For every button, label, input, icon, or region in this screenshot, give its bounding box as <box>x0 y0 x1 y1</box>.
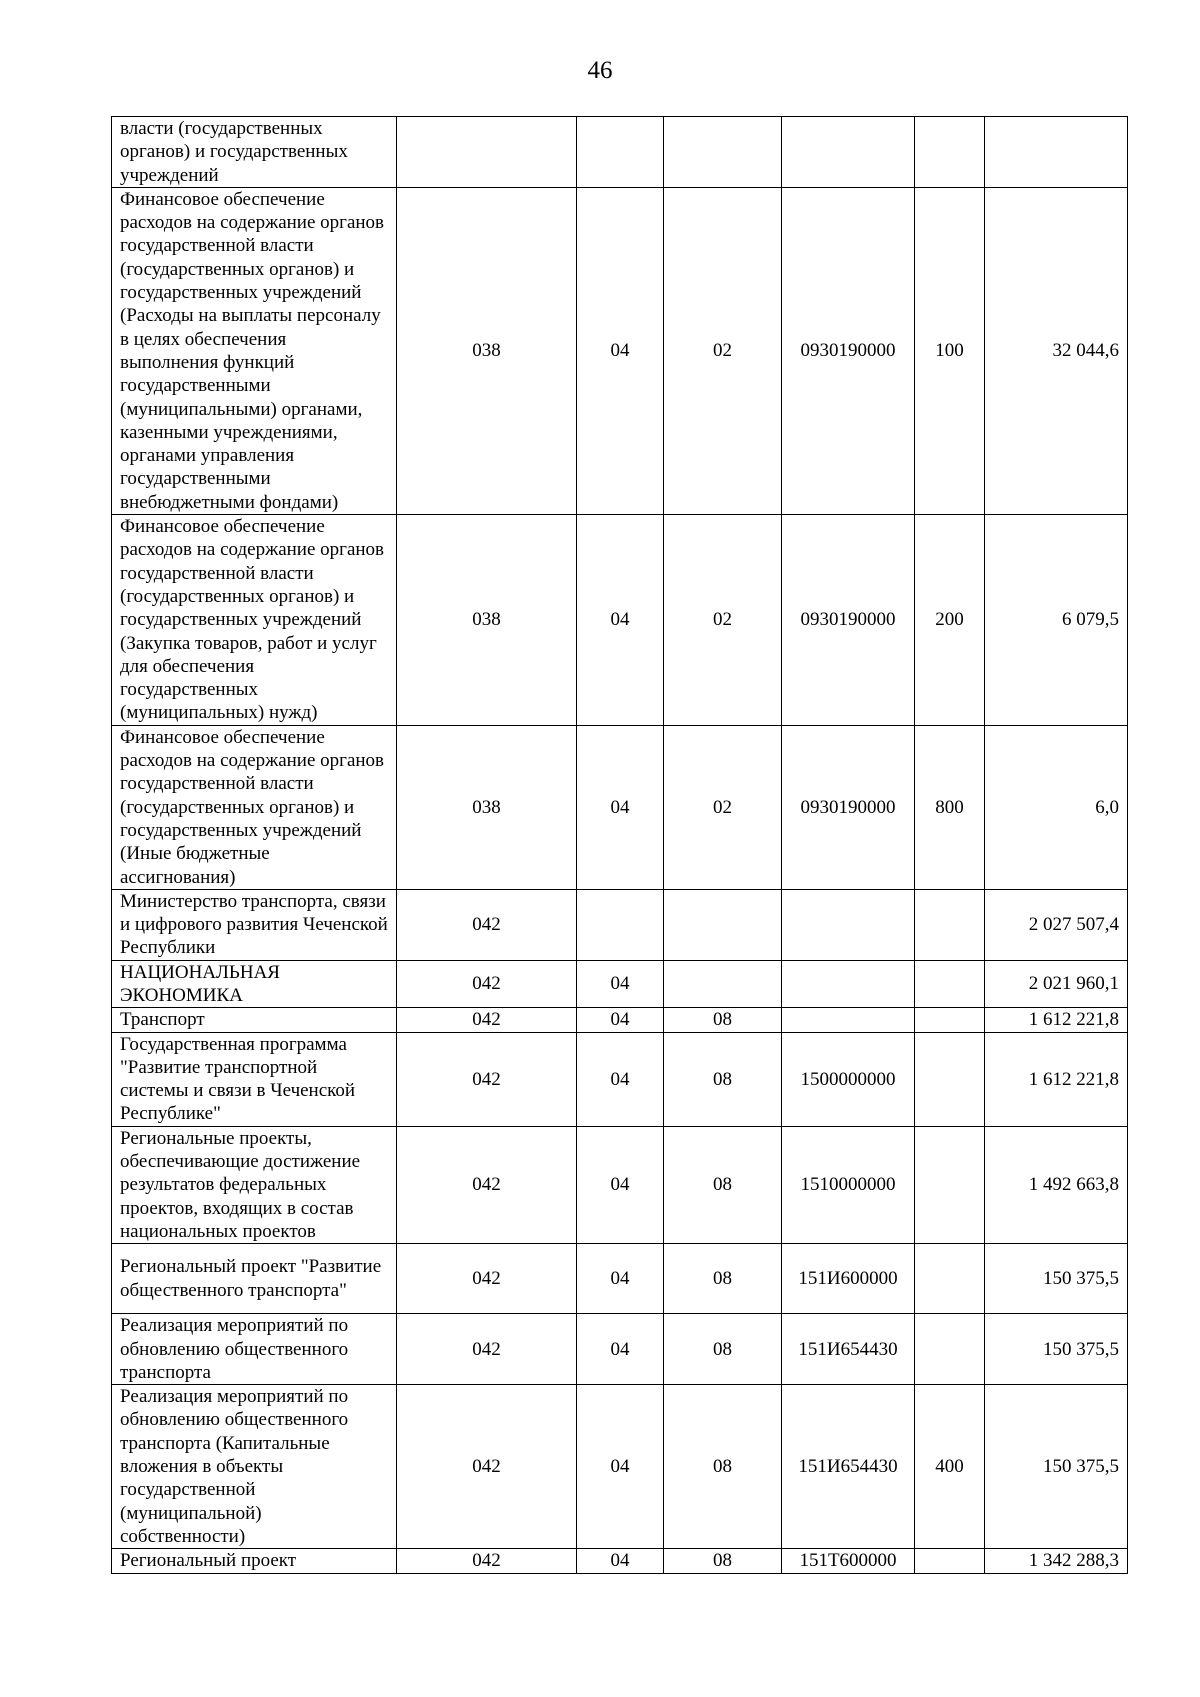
row-section-cell: 04 <box>577 960 664 1008</box>
row-subsection-cell: 08 <box>664 1032 782 1126</box>
row-subsection-cell: 08 <box>664 1244 782 1314</box>
table-row <box>112 889 1128 960</box>
row-amount-cell: 6,0 <box>985 725 1128 889</box>
table-row <box>112 1385 1128 1549</box>
row-ministry-cell: 042 <box>397 1385 577 1549</box>
row-ministry-cell: 038 <box>397 725 577 889</box>
row-amount-cell: 1 612 221,8 <box>985 1008 1128 1032</box>
row-subsection-cell <box>664 889 782 960</box>
row-section-cell: 04 <box>577 1314 664 1385</box>
row-section-cell: 04 <box>577 1008 664 1032</box>
row-ministry-cell: 042 <box>397 960 577 1008</box>
row-subsection-cell <box>664 117 782 188</box>
row-target-cell <box>782 117 915 188</box>
table-row <box>112 187 1128 514</box>
row-name-cell: Региональный проект <box>112 1549 397 1573</box>
row-ministry-cell: 042 <box>397 889 577 960</box>
row-expense-type-cell <box>915 1032 985 1126</box>
row-target-cell: 1500000000 <box>782 1032 915 1126</box>
row-name-cell: Реализация мероприятий по обновлению общественного транспорта <box>112 1314 397 1385</box>
row-name-cell: власти (государственных органов) и государственных учреждений <box>112 117 397 188</box>
row-amount-cell: 2 021 960,1 <box>985 960 1128 1008</box>
row-expense-type-cell <box>915 1314 985 1385</box>
row-amount-cell: 150 375,5 <box>985 1385 1128 1549</box>
row-ministry-cell: 042 <box>397 1244 577 1314</box>
row-name-cell: Государственная программа "Развитие транспортной системы и связи в Чеченской Республике" <box>112 1032 397 1126</box>
row-target-cell: 151И654430 <box>782 1385 915 1549</box>
row-expense-type-cell <box>915 1244 985 1314</box>
row-section-cell <box>577 889 664 960</box>
row-amount-cell: 150 375,5 <box>985 1244 1128 1314</box>
row-subsection-cell: 08 <box>664 1314 782 1385</box>
row-target-cell: 151И654430 <box>782 1314 915 1385</box>
row-amount-cell: 1 492 663,8 <box>985 1126 1128 1243</box>
row-target-cell: 1510000000 <box>782 1126 915 1243</box>
row-expense-type-cell <box>915 889 985 960</box>
row-section-cell: 04 <box>577 187 664 514</box>
row-name-cell: Транспорт <box>112 1008 397 1032</box>
row-expense-type-cell: 800 <box>915 725 985 889</box>
table-row <box>112 515 1128 726</box>
row-section-cell: 04 <box>577 1385 664 1549</box>
row-ministry-cell: 038 <box>397 187 577 514</box>
row-name-cell: Реализация мероприятий по обновлению общественного транспорта (Капитальные вложения в объекты государственной (муниципальной) собственности) <box>112 1385 397 1549</box>
row-section-cell: 04 <box>577 1549 664 1573</box>
row-target-cell <box>782 960 915 1008</box>
row-expense-type-cell <box>915 1126 985 1243</box>
row-subsection-cell <box>664 960 782 1008</box>
row-amount-cell: 32 044,6 <box>985 187 1128 514</box>
row-target-cell: 151Т600000 <box>782 1549 915 1573</box>
row-section-cell: 04 <box>577 515 664 726</box>
row-section-cell: 04 <box>577 1126 664 1243</box>
table-row <box>112 1126 1128 1243</box>
row-subsection-cell: 08 <box>664 1126 782 1243</box>
row-ministry-cell: 042 <box>397 1126 577 1243</box>
row-target-cell: 0930190000 <box>782 187 915 514</box>
row-expense-type-cell <box>915 1008 985 1032</box>
budget-table <box>111 116 1128 1574</box>
row-target-cell <box>782 889 915 960</box>
row-ministry-cell <box>397 117 577 188</box>
table-row <box>112 1314 1128 1385</box>
row-ministry-cell: 038 <box>397 515 577 726</box>
row-section-cell: 04 <box>577 1244 664 1314</box>
row-ministry-cell: 042 <box>397 1314 577 1385</box>
row-amount-cell: 1 342 288,3 <box>985 1549 1128 1573</box>
table-row <box>112 725 1128 889</box>
row-name-cell: Финансовое обеспечение расходов на содержание органов государственной власти (государственных органов) и государственных учреждений (Иные бюджетные ассигнования) <box>112 725 397 889</box>
row-subsection-cell: 02 <box>664 187 782 514</box>
row-amount-cell <box>985 117 1128 188</box>
row-name-cell: Министерство транспорта, связи и цифрового развития Чеченской Республики <box>112 889 397 960</box>
row-expense-type-cell: 100 <box>915 187 985 514</box>
table-row <box>112 1244 1128 1314</box>
row-name-cell: Региональный проект "Развитие общественного транспорта" <box>112 1244 397 1314</box>
row-subsection-cell: 08 <box>664 1008 782 1032</box>
row-target-cell: 0930190000 <box>782 515 915 726</box>
table-row <box>112 960 1128 1008</box>
row-amount-cell: 2 027 507,4 <box>985 889 1128 960</box>
row-section-cell: 04 <box>577 1032 664 1126</box>
budget-table-body <box>112 117 1128 1574</box>
row-ministry-cell: 042 <box>397 1549 577 1573</box>
row-expense-type-cell <box>915 960 985 1008</box>
row-subsection-cell: 08 <box>664 1385 782 1549</box>
table-row <box>112 117 1128 188</box>
row-ministry-cell: 042 <box>397 1008 577 1032</box>
row-expense-type-cell: 400 <box>915 1385 985 1549</box>
page-number: 46 <box>587 57 613 84</box>
row-name-cell: НАЦИОНАЛЬНАЯ ЭКОНОМИКА <box>112 960 397 1008</box>
row-ministry-cell: 042 <box>397 1032 577 1126</box>
row-expense-type-cell <box>915 117 985 188</box>
row-target-cell: 151И600000 <box>782 1244 915 1314</box>
row-expense-type-cell: 200 <box>915 515 985 726</box>
row-section-cell: 04 <box>577 725 664 889</box>
table-row <box>112 1008 1128 1032</box>
row-target-cell: 0930190000 <box>782 725 915 889</box>
row-name-cell: Финансовое обеспечение расходов на содержание органов государственной власти (государственных органов) и государственных учреждений (Расходы на выплаты персоналу в целях обеспечения выполнения функций государственными (муниципальными) органами, казенными учреждениями, органами управления государственными внебюджетными фондами) <box>112 187 397 514</box>
row-expense-type-cell <box>915 1549 985 1573</box>
row-amount-cell: 150 375,5 <box>985 1314 1128 1385</box>
row-name-cell: Региональные проекты, обеспечивающие достижение результатов федеральных проектов, входящих в состав национальных проектов <box>112 1126 397 1243</box>
row-section-cell <box>577 117 664 188</box>
row-amount-cell: 1 612 221,8 <box>985 1032 1128 1126</box>
row-subsection-cell: 02 <box>664 725 782 889</box>
row-amount-cell: 6 079,5 <box>985 515 1128 726</box>
table-row <box>112 1032 1128 1126</box>
row-target-cell <box>782 1008 915 1032</box>
row-name-cell: Финансовое обеспечение расходов на содержание органов государственной власти (государственных органов) и государственных учреждений (Закупка товаров, работ и услуг для обеспечения государственных (муниципальных) нужд) <box>112 515 397 726</box>
row-subsection-cell: 08 <box>664 1549 782 1573</box>
row-subsection-cell: 02 <box>664 515 782 726</box>
table-row <box>112 1549 1128 1573</box>
